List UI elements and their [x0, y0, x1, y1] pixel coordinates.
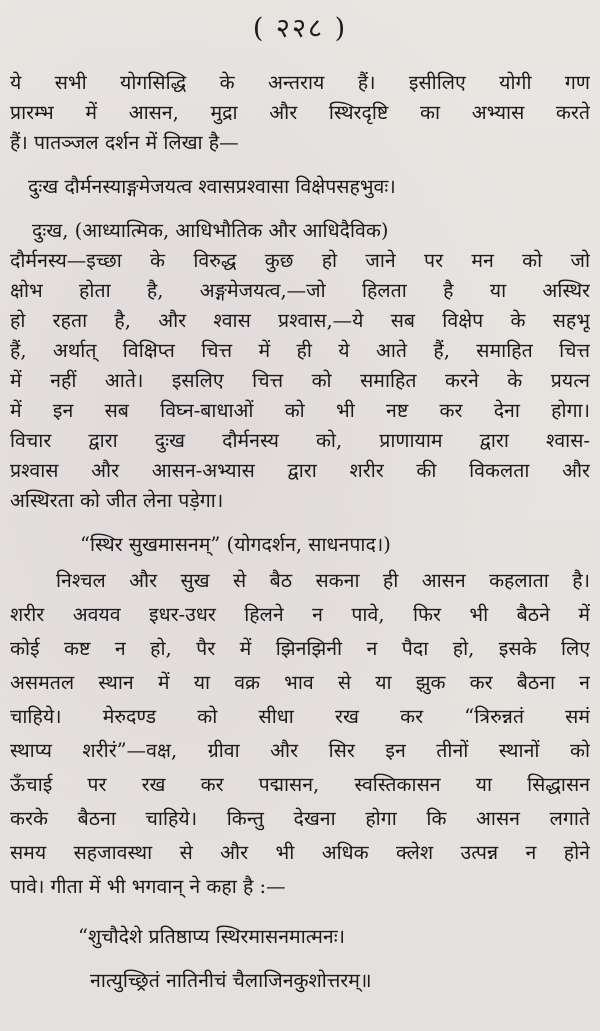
text-line: हैं। पातञ्जल दर्शन में लिखा है— — [10, 131, 239, 154]
text-line: अस्थिरता को जीत लेना पड़ेगा। — [10, 489, 224, 512]
text-line: में इन सब विघ्न-बाधाओं को भी नष्ट कर देना होगा। — [10, 399, 590, 422]
text-line: चाहिये। मेरुदण्ड को सीधा रख कर “त्रिरुन्नतं समं — [10, 705, 590, 728]
sutra-line: दुःख दौर्मनस्याङ्गमेजयत्व श्वासप्रश्वासा विक्षेपसहभुवः। — [28, 175, 396, 198]
verse-line: नात्युच्छ्रितं नातिनीचं चैलाजिनकुशोत्तरम्॥ — [90, 969, 372, 992]
page-number: ( २२८ ) — [252, 13, 348, 44]
text-line: निश्चल और सुख से बैठ सकना ही आसन कहलाता है। — [56, 569, 590, 592]
text-line: विचार द्वारा दुःख दौर्मनस्य को, प्राणायाम द्वारा श्वास- — [10, 429, 590, 452]
text-line: समय सहजावस्था से और भी अधिक क्लेश उत्पन्न न होने — [10, 841, 590, 864]
text-line: करके बैठना चाहिये। किन्तु देखना होगा कि आसन लगाते — [10, 807, 590, 830]
text-line: दुःख, (आध्यात्मिक, आधिभौतिक और आधिदैविक) — [32, 219, 389, 242]
text-line: क्षोभ होता है, अङ्गमेजयत्व,—जो हिलता है या अस्थिर — [10, 279, 590, 302]
quote-line: “स्थिर सुखमासनम्” (योगदर्शन, साधनपाद।) — [80, 533, 391, 556]
text-line: प्रारम्भ में आसन, मुद्रा और स्थिरदृष्टि का अभ्यास करते — [10, 101, 590, 124]
text-line: दौर्मनस्य—इच्छा के विरुद्ध कुछ हो जाने पर मन को जो — [10, 249, 590, 272]
text-line: प्रश्वास और आसन-अभ्यास द्वारा शरीर की विकलता और — [10, 459, 590, 482]
text-line: ये सभी योगसिद्धि के अन्तराय हैं। इसीलिए योगी गण — [10, 71, 590, 94]
text-line: पावे। गीता में भी भगवान् ने कहा है :— — [10, 875, 286, 898]
text-line: ऊँचाई पर रख कर पद्मासन, स्वस्तिकासन या सिद्धासन — [10, 773, 590, 796]
text-line: में नहीं आते। इसलिए चित्त को समाहित करने के प्रयत्न — [10, 369, 590, 392]
text-line: हो रहता है, और श्वास प्रश्वास,—ये सब विक्षेप के सहभू — [10, 309, 590, 332]
text-line: कोई कष्ट न हो, पैर में झिनझिनी न पैदा हो, इसके लिए — [10, 637, 590, 660]
text-line: शरीर अवयव इधर-उधर हिलने न पावे, फिर भी बैठने में — [10, 603, 590, 626]
text-line: असमतल स्थान में या वक्र भाव से या झुक कर बैठना न — [10, 671, 590, 694]
text-line: स्थाप्य शरीरं”—वक्ष, ग्रीवा और सिर इन तीनों स्थानों को — [10, 739, 590, 762]
verse-line: “शुचौदेशे प्रतिष्ठाप्य स्थिरमासनमात्मनः। — [78, 925, 346, 948]
text-line: हैं, अर्थात् विक्षिप्त चित्त में ही ये आते हैं, समाहित चित्त — [10, 339, 590, 362]
